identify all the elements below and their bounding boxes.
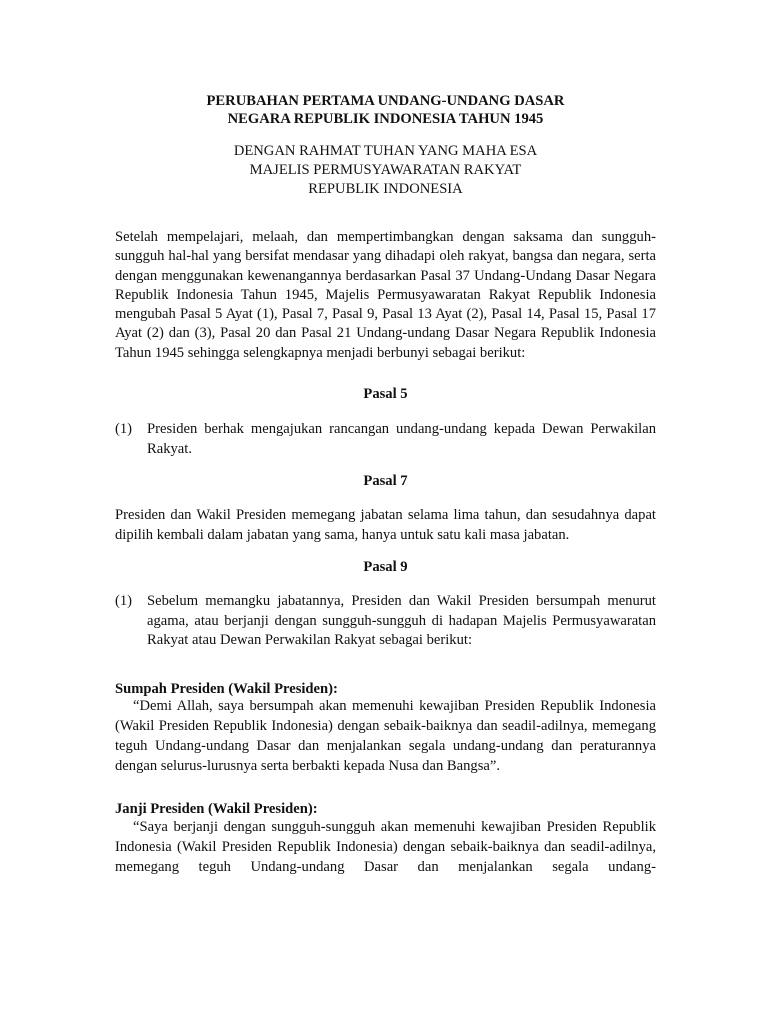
pasal-7-text: Presiden dan Wakil Presiden memegang jabatan selama lima tahun, dan sesudahnya dapat dipilih kembali dalam jabatan yang sama, hanya untuk satu kali masa jabatan. — [115, 507, 656, 543]
title-line-1: PERUBAHAN PERTAMA UNDANG-UNDANG DASAR — [206, 93, 565, 109]
preamble-paragraph: Setelah mempelajari, melaah, dan mempertimbangkan dengan saksama dan sungguh-sungguh hal-hal yang bersifat mendasar yang dihadapi oleh rakyat, bangsa dan negara, serta dengan menggunakan kewenangannya berdasarkan Pasal 37 Undang-Undang Dasar Negara Republik Indonesia Tahun 1945, Majelis Permusyawaratan Rakyat Republik Indonesia mengubah Pasal 5 Ayat (1), Pasal 7, Pasal 9, Pasal 13 Ayat (2), Pasal 14, Pasal 15, Pasal 17 Ayat (2) dan (3), Pasal 20 dan Pasal 21 Undang-undang Dasar Negara Republik Indonesia Tahun 1945 sehingga selengkapnya menjadi berbunyi sebagai berikut: — [115, 229, 656, 361]
item-text: Sebelum memangku jabatannya, Presiden dan Wakil Presiden bersumpah menurut agama, atau berjanji dengan sungguh-sungguh di hadapan Majelis Permusyawaratan Rakyat atau Dewan Perwakilan Rakyat sebagai berikut: — [147, 593, 656, 648]
sumpah-heading: Sumpah Presiden (Wakil Presiden): — [115, 681, 338, 697]
pasal-5-item-1 — [115, 420, 656, 459]
sumpah-text: “Demi Allah, saya bersumpah akan memenuhi kewajiban Presiden Republik Indonesia (Wakil Presiden Republik Indonesia) dengan sebaik-baiknya dan seadil-adilnya, memegang teguh Undang-undang Dasar dan menjalankan segala undang-undang dan peraturannya dengan selurus-lurusnya serta berbakti kepada Nusa dan Bangsa”. — [115, 698, 656, 774]
pasal-9-heading: Pasal 9 — [363, 559, 408, 575]
title-line-2: NEGARA REPUBLIK INDONESIA TAHUN 1945 — [227, 111, 544, 127]
opening-formula — [115, 142, 656, 199]
item-text: Presiden berhak mengajukan rancangan undang-undang kepada Dewan Perwakilan Rakyat. — [147, 421, 656, 457]
pasal-5-heading: Pasal 5 — [363, 386, 408, 402]
pasal-7-heading: Pasal 7 — [363, 473, 408, 489]
item-number: (1) — [115, 421, 133, 437]
janji-text: “Saya berjanji dengan sungguh-sungguh akan memenuhi kewajiban Presiden Republik Indonesia (Wakil Presiden Republik Indonesia) dengan sebaik-baiknya dan seadil-adilnya, memegang teguh Undang-undang Dasar dan menjalankan segala undang- — [115, 819, 656, 875]
opening-line-3: REPUBLIK INDONESIA — [308, 181, 463, 197]
opening-line-2: MAJELIS PERMUSYAWARATAN RAKYAT — [249, 162, 522, 178]
pasal-9-item-1 — [115, 592, 656, 651]
janji-heading: Janji Presiden (Wakil Presiden): — [115, 801, 318, 817]
item-number: (1) — [115, 593, 133, 609]
opening-line-1: DENGAN RAHMAT TUHAN YANG MAHA ESA — [233, 143, 538, 159]
document-title — [115, 92, 656, 128]
